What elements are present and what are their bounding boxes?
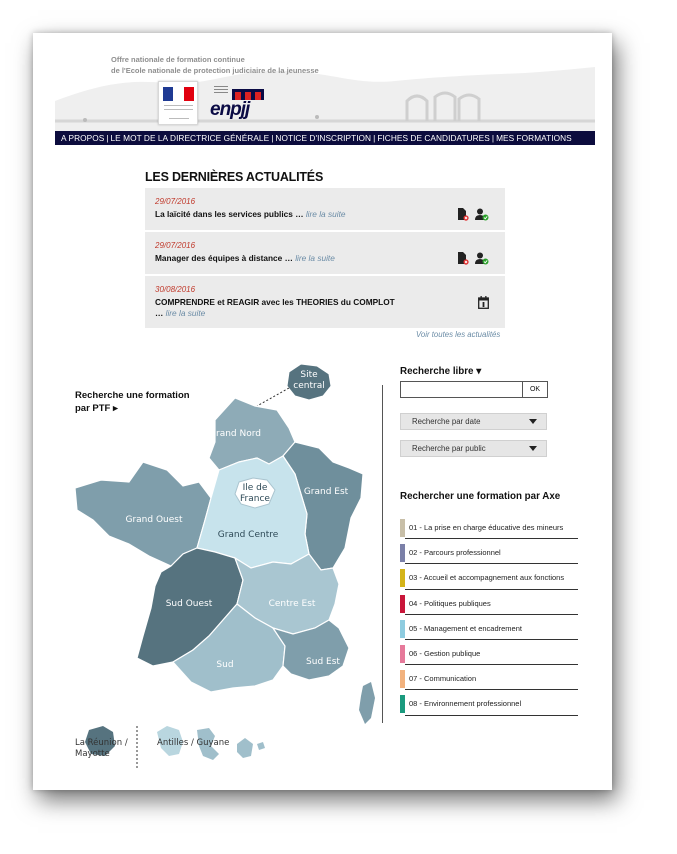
republique-francaise-logo[interactable] [158, 81, 198, 125]
main-navigation: A PROPOS | LE MOT DE LA DIRECTRICE GÉNÉRALE | NOTICE D'INSCRIPTION | FICHES DE CANDIDATURES | MES FORMATIONS [55, 131, 595, 145]
axe-label: 08 - Environnement professionnel [405, 693, 578, 715]
see-all-news-link[interactable]: Voir toutes les actualités [416, 330, 501, 339]
axe-label: 02 - Parcours professionnel [405, 542, 578, 564]
search-input[interactable] [401, 382, 523, 397]
axe-list [400, 517, 578, 719]
axe-search-title: Rechercher une formation par Axe [400, 491, 561, 502]
news-item[interactable] [145, 232, 505, 274]
axe-label: 03 - Accueil et accompagnement aux fonctions [405, 567, 578, 589]
label-grand-nord: Grand Nord [209, 429, 261, 439]
dropdown-arrow-icon [529, 446, 537, 451]
axe-label: 07 - Communication [405, 668, 578, 690]
label-ile-de-france-2: France [240, 494, 270, 504]
page-frame [33, 33, 612, 790]
nav-a-propos[interactable]: A PROPOS [61, 133, 105, 143]
news-date: 29/07/2016 [155, 197, 196, 206]
vertical-divider [382, 385, 383, 723]
calendar-icon[interactable] [478, 296, 489, 309]
news-headline: La laïcité dans les services publics [155, 209, 293, 219]
label-sud-ouest: Sud Ouest [165, 599, 213, 609]
site-title-line-1: Offre nationale de formation continue [111, 55, 245, 64]
axe-item[interactable] [400, 517, 578, 542]
site-header [55, 41, 595, 133]
document-delete-icon[interactable] [457, 208, 469, 221]
user-check-icon[interactable] [475, 252, 489, 265]
region-small-islands[interactable] [257, 742, 265, 750]
read-more-link[interactable]: lire la suite [165, 308, 206, 318]
label-grand-centre: Grand Centre [217, 530, 279, 540]
map-search-title-text: Recherche une formation par PTF [75, 390, 190, 414]
region-martinique[interactable] [237, 738, 253, 758]
news-text: La laïcité dans les services publics … lire la suite [155, 209, 346, 219]
label-reunion-line-1: La Réunion / [75, 738, 128, 748]
axe-label: 05 - Management et encadrement [405, 618, 578, 640]
read-more-link[interactable]: lire la suite [295, 253, 335, 263]
label-grand-ouest: Grand Ouest [125, 515, 183, 525]
axe-label: 06 - Gestion publique [405, 643, 578, 665]
axe-item[interactable] [400, 542, 578, 567]
nav-fiches-candidatures[interactable]: FICHES DE CANDIDATURES [377, 133, 490, 143]
label-ile-de-france: Ile de [242, 483, 268, 493]
nav-notice-inscription[interactable]: NOTICE D'INSCRIPTION [275, 133, 372, 143]
dropdown-arrow-icon [529, 419, 537, 424]
news-date: 29/07/2016 [155, 241, 196, 250]
axe-label: 01 - La prise en charge éducative des mineurs [405, 517, 578, 539]
search-by-date-select[interactable] [400, 413, 547, 430]
axe-item[interactable] [400, 618, 578, 643]
nav-mot-directrice[interactable]: LE MOT DE LA DIRECTRICE GÉNÉRALE [110, 133, 270, 143]
news-list [145, 188, 505, 330]
axe-item[interactable] [400, 593, 578, 618]
news-text: COMPRENDRE et REAGIR avec les THEORIES du COMPLOT … lire la suite [155, 297, 395, 318]
news-date: 30/08/2016 [155, 285, 196, 294]
search-by-date-label: Recherche par date [412, 417, 481, 426]
axe-label: 04 - Politiques publiques [405, 593, 578, 615]
axe-item[interactable] [400, 643, 578, 668]
label-centre-est: Centre Est [268, 599, 316, 609]
document-delete-icon[interactable] [457, 252, 469, 265]
news-headline: COMPRENDRE et REAGIR avec les THEORIES du COMPLOT [155, 297, 395, 307]
label-reunion-mayotte [75, 738, 128, 760]
free-search-title-text: Recherche libre [400, 366, 474, 377]
france-map [33, 358, 388, 778]
news-headline: Manager des équipes à distance [155, 253, 283, 263]
label-sud: Sud [216, 660, 234, 670]
news-item[interactable] [145, 188, 505, 230]
nav-mes-formations[interactable]: MES FORMATIONS [496, 133, 572, 143]
axe-item[interactable] [400, 668, 578, 693]
axe-item[interactable] [400, 567, 578, 592]
label-site-central: Site [300, 370, 318, 380]
search-by-public-label: Recherche par public [412, 444, 486, 453]
label-sud-est: Sud Est [306, 657, 340, 667]
user-check-icon[interactable] [475, 208, 489, 221]
free-search-title [400, 366, 481, 377]
axe-item[interactable] [400, 693, 578, 718]
chevron-right-icon: ▸ [113, 403, 118, 414]
read-more-link[interactable]: lire la suite [305, 209, 346, 219]
site-title-line-2: de l'Ecole nationale de protection judiciaire de la jeunesse [111, 66, 319, 75]
label-site-central-2: central [293, 381, 325, 391]
region-corse[interactable] [359, 682, 375, 724]
free-search-box [400, 381, 548, 398]
search-ok-button[interactable]: OK [523, 382, 547, 397]
label-grand-est: Grand Est [303, 487, 349, 497]
enpjj-logo-text: enpjj [210, 99, 250, 120]
label-antilles-guyane: Antilles / Guyane [157, 738, 230, 748]
caret-down-icon: ▾ [476, 366, 482, 377]
news-item[interactable] [145, 276, 505, 328]
site-title [111, 54, 319, 76]
search-by-public-select[interactable] [400, 440, 547, 457]
label-reunion-line-2: Mayotte [75, 749, 110, 759]
news-section-title: LES DERNIÈRES ACTUALITÉS [145, 170, 324, 184]
news-text: Manager des équipes à distance … lire la suite [155, 253, 335, 263]
enpjj-logo[interactable] [210, 85, 265, 123]
